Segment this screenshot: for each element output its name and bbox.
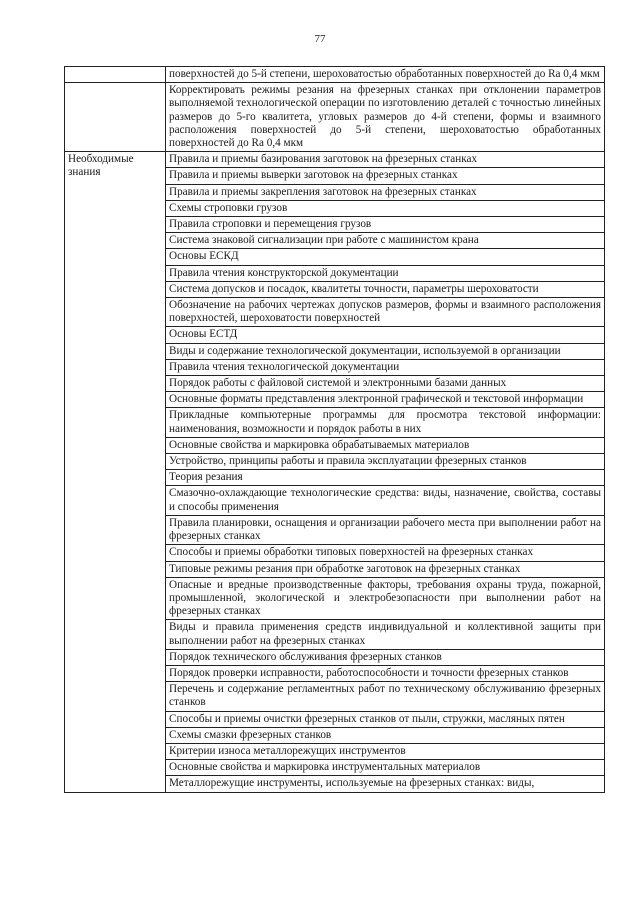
table-cell-item: Правила и приемы выверки заготовок на фрезерных станках [166,168,605,184]
table-cell-item: Виды и правила применения средств индивидуальной и коллективной защиты при выполнении работ на фрезерных станках [166,620,605,649]
table-cell-item: Обозначение на рабочих чертежах допусков размеров, формы и взаимного расположения поверхностей, шероховатости поверхностей [166,298,605,327]
table-cell-item: Прикладные компьютерные программы для просмотра текстовой информации: наименования, возможности и порядок работы в них [166,408,605,437]
table-row [65,152,605,168]
requirements-table [64,66,605,793]
table-cell-item: Способы и приемы обработки типовых поверхностей на фрезерных станках [166,545,605,561]
table-cell-item: Перечень и содержание регламентных работ по техническому обслуживанию фрезерных станков [166,682,605,711]
table-cell-item: Типовые режимы резания при обработке заготовок на фрезерных станках [166,561,605,577]
table-cell-item: Устройство, принципы работы и правила эксплуатации фрезерных станков [166,454,605,470]
table-cell-item: Смазочно-охлаждающие технологические средства: виды, назначение, свойства, составы и способы применения [166,486,605,515]
table-cell-item: Порядок проверки исправности, работоспособности и точности фрезерных станков [166,665,605,681]
table-cell-item: Схемы строповки грузов [166,200,605,216]
table-row [65,67,605,83]
table-cell-item: Основные свойства и маркировка обрабатываемых материалов [166,437,605,453]
table-cell-item: Опасные и вредные производственные факторы, требования охраны труда, пожарной, промышленной, экологической и электробезопасности при выполнении работ на фрезерных станках [166,577,605,620]
table-cell-item: Основные форматы представления электронной графической и текстовой информации [166,392,605,408]
table-cell-item: Схемы смазки фрезерных станков [166,727,605,743]
page-number: 77 [314,33,326,45]
table-row [65,83,605,152]
table-cell-item: Правила и приемы базирования заготовок на фрезерных станках [166,152,605,168]
table-cell-item: Способы и приемы очистки фрезерных станков от пыли, стружки, масляных пятен [166,711,605,727]
table-cell-item: Правила планировки, оснащения и организации рабочего места при выполнении работ на фрезерных станках [166,515,605,544]
table-cell-item: Металлорежущие инструменты, используемые на фрезерных станках: виды, [166,776,605,792]
table-cell-item: Правила чтения технологической документации [166,359,605,375]
table-cell-item: Теория резания [166,470,605,486]
empty-label-cell [65,83,166,152]
table-cell-item: Основные свойства и маркировка инструментальных материалов [166,760,605,776]
empty-label-cell [65,67,166,83]
table-cell-item: Правила и приемы закрепления заготовок на фрезерных станках [166,184,605,200]
table-cell-item: Правила строповки и перемещения грузов [166,217,605,233]
table-cell-item: Критерии износа металлорежущих инструментов [166,743,605,759]
table-cell-item: Система допусков и посадок, квалитеты точности, параметры шероховатости [166,281,605,297]
table-cell-item: Система знаковой сигнализации при работе с машинистом крана [166,233,605,249]
table-cell-item: Основы ЕСКД [166,249,605,265]
table-body [65,67,605,793]
table-cell-item: Правила чтения конструкторской документации [166,265,605,281]
table-cell-item: Основы ЕСТД [166,327,605,343]
table-cell-item: Корректировать режимы резания на фрезерных станках при отклонении параметров выполняемой технологической операции по изготовлению деталей с точностью линейных размеров до 5-го квалитета, угловых размеров до 4-й степени, формы и взаимного расположения поверхностей до 5-й степени, шероховатостью обработанных поверхностей до Ra 0,4 мкм [166,83,605,152]
table-cell-item: Порядок технического обслуживания фрезерных станков [166,649,605,665]
table-cell-item: поверхностей до 5-й степени, шероховатостью обработанных поверхностей до Ra 0,4 мкм [166,67,605,83]
section-label: Необходимые знания [65,152,166,792]
table-cell-item: Виды и содержание технологической документации, используемой в организации [166,343,605,359]
table-cell-item: Порядок работы с файловой системой и электронными базами данных [166,376,605,392]
